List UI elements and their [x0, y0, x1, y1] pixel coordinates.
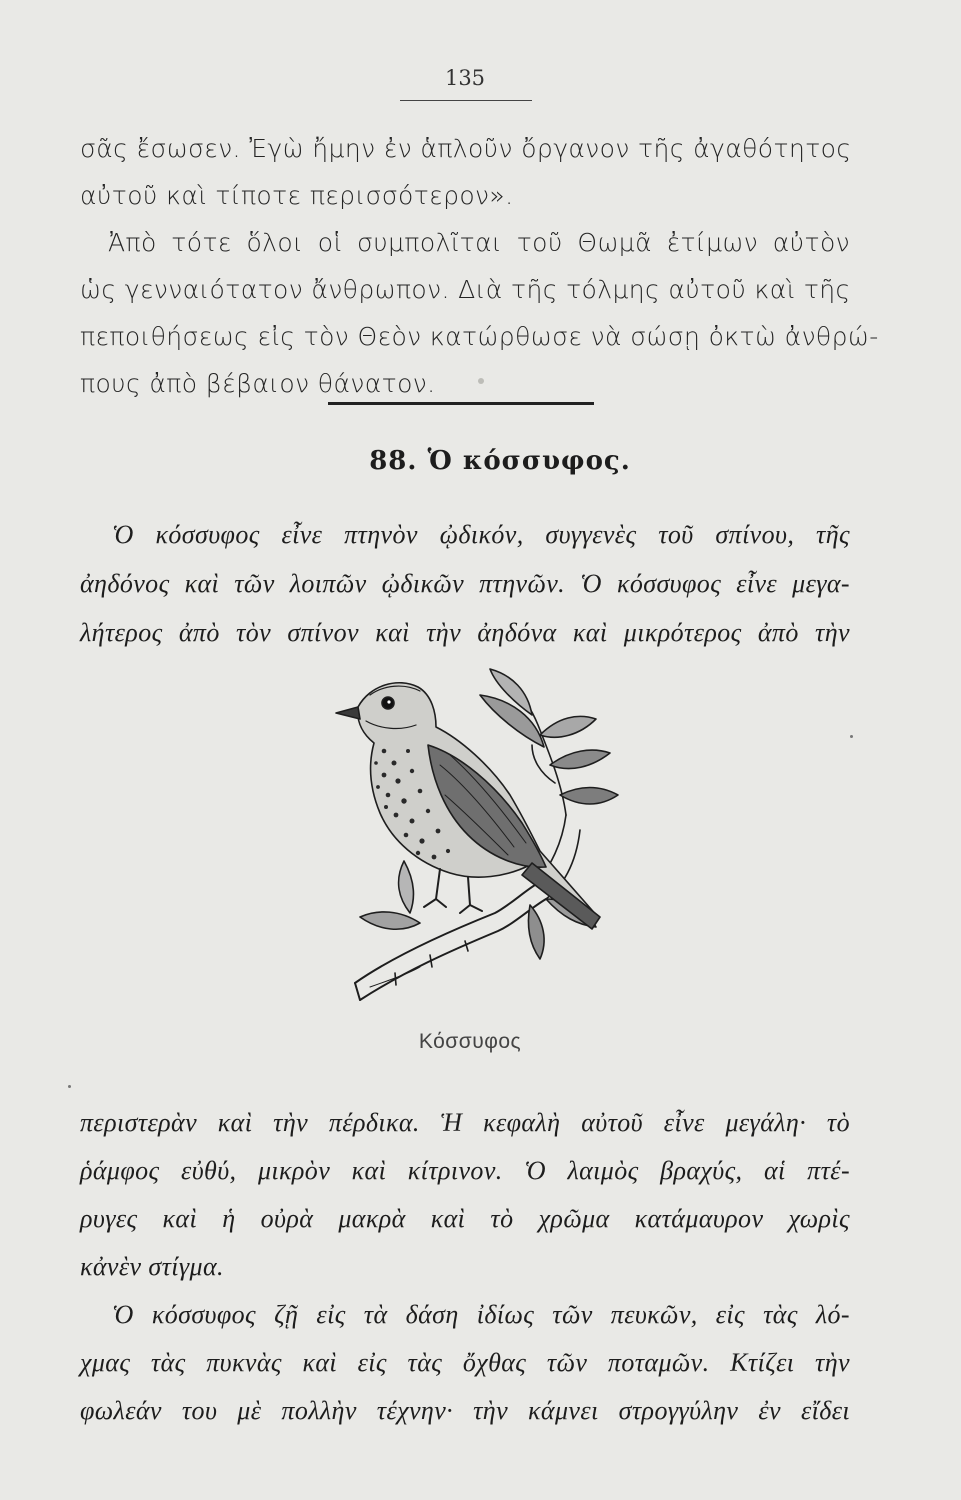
continuation-line-4: κἀνὲν στίγμα.	[80, 1252, 224, 1281]
figure-caption: Κόσσυφος	[418, 1030, 522, 1053]
continuation-line-6: χμας τὰς πυκνὰς καὶ εἰς τὰς ὄχθας τῶν ποταμῶν. Κτίζει τὴν	[80, 1348, 850, 1377]
intro-line-1: σᾶς ἔσωσεν. Ἐγὼ ἤμην ἐν ἁπλοῦν ὄργανον τῆς ἀγαθότητος	[80, 134, 852, 163]
intro-line-4: ὡς γενναιότατον ἄνθρωπον. Διὰ τῆς τόλμης αὐτοῦ καὶ τῆς	[80, 275, 851, 304]
page-number: 135	[444, 66, 486, 90]
section-line-3: λήτερος ἀπὸ τὸν σπίνον καὶ τὴν ἀηδόνα καὶ μικρότερος ἀπὸ τὴν	[80, 618, 850, 647]
blackbird-illustration	[300, 655, 630, 1015]
intro-line-2: αὐτοῦ καὶ τίποτε περισσότερον».	[80, 181, 514, 210]
intro-line-3: Ἀπὸ τότε ὅλοι οἱ συμπολῖται τοῦ Θωμᾶ ἐτίμων αὐτὸν	[108, 228, 850, 257]
continuation-line-7: φωλεάν του μὲ πολλὴν τέχνην· τὴν κάμνει στρογγύλην ἐν εἴδει	[80, 1396, 850, 1425]
section-line-2: ἀηδόνος καὶ τῶν λοιπῶν ᾠδικῶν πτηνῶν. Ὁ κόσσυφος εἶνε μεγα-	[80, 569, 850, 598]
page-number-rule	[400, 100, 532, 101]
intro-line-5: πεποιθήσεως εἰς τὸν Θεὸν κατώρθωσε νὰ σώσῃ ὀκτὼ ἀνθρώ-	[80, 322, 879, 351]
section-line-1: Ὁ κόσσυφος εἶνε πτηνὸν ᾠδικόν, συγγενὲς τοῦ σπίνου, τῆς	[112, 520, 850, 549]
section-divider	[328, 402, 594, 405]
intro-line-6: πους ἀπὸ βέβαιον θάνατον.	[80, 369, 436, 398]
continuation-line-3: ρυγες καὶ ἡ οὐρὰ μακρὰ καὶ τὸ χρῶμα κατάμαυρον χωρὶς	[80, 1204, 850, 1233]
paper-speck	[478, 378, 484, 384]
paper-speck	[850, 735, 853, 738]
paper-speck	[68, 1085, 71, 1088]
continuation-line-1: περιστερὰν καὶ τὴν πέρδικα. Ἡ κεφαλὴ αὐτοῦ εἶνε μεγάλη· τὸ	[80, 1108, 850, 1137]
continuation-line-5: Ὁ κόσσυφος ζῇ εἰς τὰ δάση ἰδίως τῶν πευκῶν, εἰς τὰς λό-	[112, 1300, 850, 1329]
continuation-line-2: ῥάμφος εὐθύ, μικρὸν καὶ κίτρινον. Ὁ λαιμὸς βραχύς, αἱ πτέ-	[80, 1156, 850, 1185]
section-title: 88. Ὁ κόσσυφος.	[369, 446, 631, 476]
